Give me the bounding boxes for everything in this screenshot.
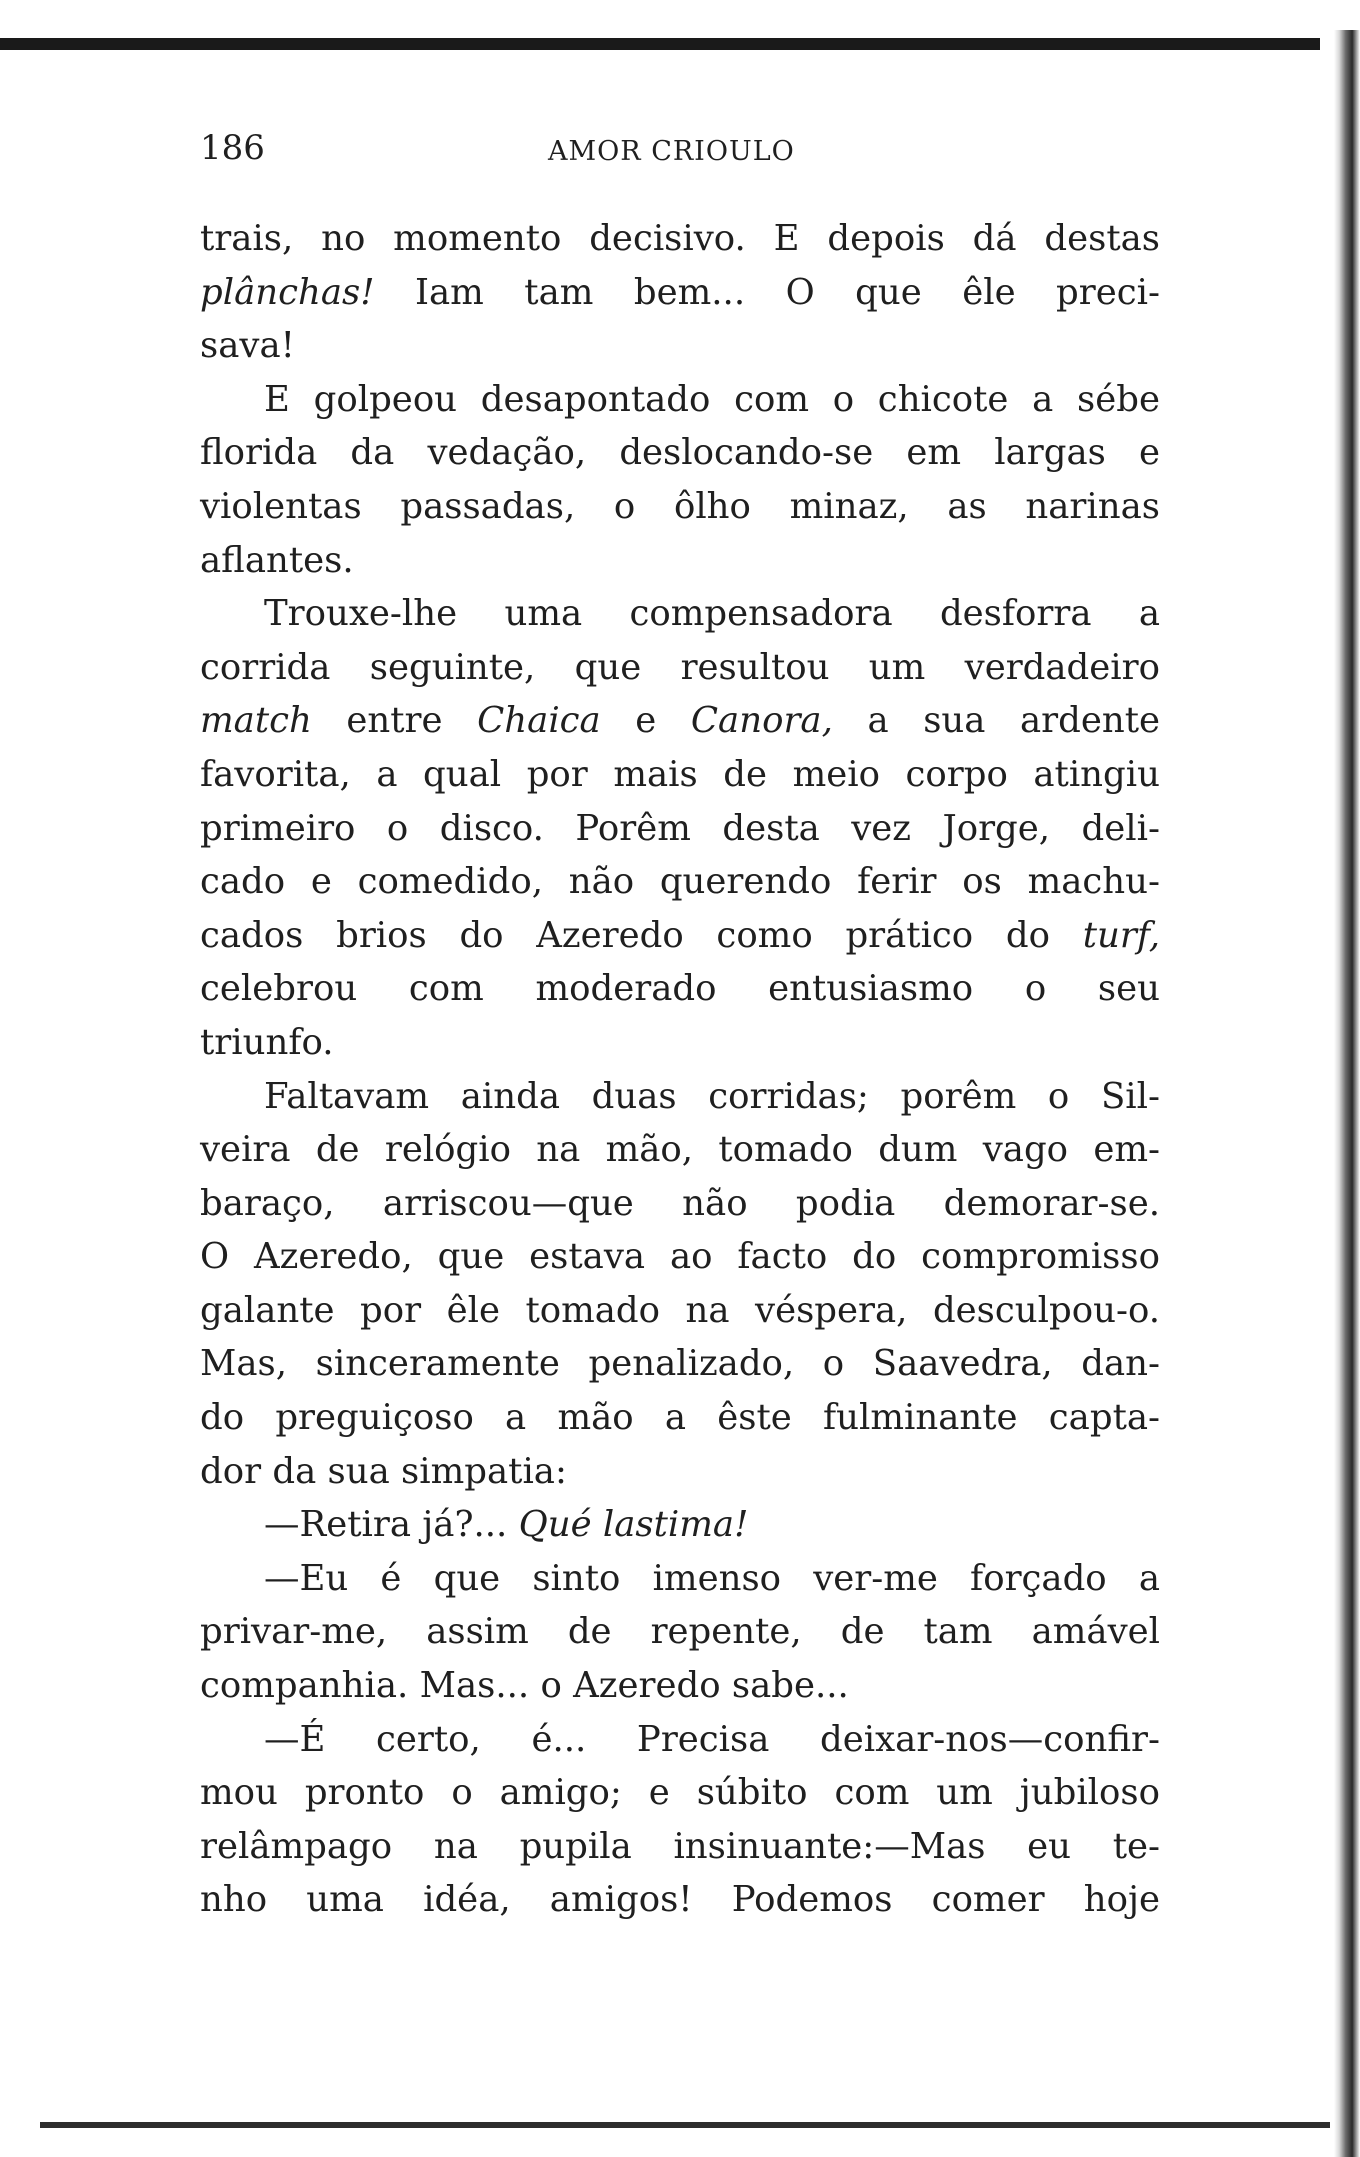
text-line-19: baraço, arriscou—que não podia demorar-se. (200, 1182, 1160, 1224)
text-line-4: E golpeou desapontado com o chicote a sébe (264, 378, 1160, 420)
text-line-7: aflantes. (200, 539, 354, 581)
running-title: AMOR CRIOULO (548, 136, 795, 167)
text-line-20: O Azeredo, que estava ao facto do compromisso (200, 1236, 1160, 1278)
body-text (200, 212, 1160, 1927)
top-scan-rule (0, 38, 1320, 50)
text-line-30: mou pronto o amigo; e súbito com um jubiloso (200, 1772, 1160, 1814)
text-line-16: triunfo. (200, 1021, 334, 1063)
text-line-17: Faltavam ainda duas corridas; porêm o Sil- (264, 1075, 1160, 1117)
text-line-12: primeiro o disco. Porêm desta vez Jorge, deli- (200, 807, 1160, 849)
text-line-31: relâmpago na pupila insinuante:—Mas eu te- (200, 1825, 1160, 1867)
text-line-22: Mas, sinceramente penalizado, o Saavedra, dan- (200, 1343, 1160, 1385)
text-line-3: sava! (200, 325, 295, 367)
text-line-9: corrida seguinte, que resultou um verdadeiro (200, 646, 1160, 688)
text-line-21: galante por êle tomado na véspera, desculpou-o. (200, 1289, 1160, 1331)
text-line-24: dor da sua simpatia: (200, 1450, 567, 1492)
text-line-6: violentas passadas, o ôlho minaz, as narinas (200, 485, 1160, 527)
text-line-18: veira de relógio na mão, tomado dum vago em- (200, 1129, 1160, 1171)
page-header (200, 128, 1160, 188)
text-line-1: trais, no momento decisivo. E depois dá destas (200, 218, 1160, 259)
page-edge-shadow (1334, 30, 1360, 2157)
bottom-scan-rule (40, 2122, 1330, 2128)
text-line-15: celebrou com moderado entusiasmo o seu (200, 968, 1160, 1010)
text-line-10: match entre Chaica e Canora, a sua ardente (200, 700, 1161, 742)
text-line-23: do preguiçoso a mão a êste fulminante capta- (200, 1397, 1160, 1439)
text-line-8: Trouxe-lhe uma compensadora desforra a (264, 593, 1160, 635)
text-line-25: —Retira já?... Qué lastima! (264, 1504, 749, 1546)
text-line-26: —Eu é que sinto imenso ver-me forçado a (264, 1557, 1160, 1599)
text-line-2: plânchas! Iam tam bem... O que êle preci- (200, 271, 1160, 313)
text-line-28: companhia. Mas... o Azeredo sabe... (200, 1665, 849, 1707)
text-line-32: nho uma idéa, amigos! Podemos comer hoje (200, 1879, 1160, 1921)
text-line-29: —É certo, é... Precisa deixar-nos—confir- (264, 1718, 1160, 1760)
page-number: 186 (200, 128, 265, 168)
text-line-13: cado e comedido, não querendo ferir os machu- (200, 861, 1160, 903)
text-line-27: privar-me, assim de repente, de tam amável (200, 1611, 1160, 1653)
text-line-5: florida da vedação, deslocando-se em largas e (200, 432, 1160, 474)
text-line-14: cados brios do Azeredo como prático do turf, (200, 914, 1160, 956)
text-line-11: favorita, a qual por mais de meio corpo atingiu (200, 753, 1160, 795)
